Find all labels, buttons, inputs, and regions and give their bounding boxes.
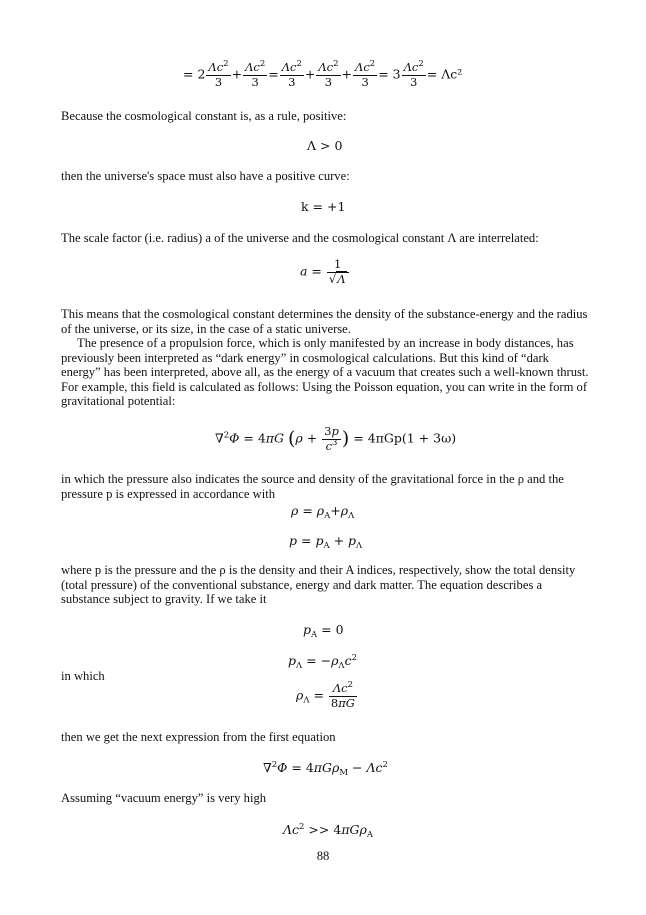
equation-rho-lambda: $\rho_\Lambda$ = $\frac{\Lambda c^2}{8\pi G}$ bbox=[296, 680, 355, 710]
equation-sum-result: = Λc² bbox=[426, 66, 463, 82]
paragraph-9: then we get the next expression from the first equation bbox=[61, 730, 336, 744]
equation-sum: = 2 $\frac{\Lambda c^2}{3}$ + $\frac{\Lambda c^2}{3}$ = $\frac{\Lambda c^2}{3}$ + $\frac{\Lambda c^2}{3}$ + $\frac{\Lambda c^2}{3}$ = 3 $\frac{\Lambda c^2}{3}$ = Λc² bbox=[183, 59, 463, 89]
equation-poisson: ∇$^2$Φ = 4πG (ρ + $\frac{3p}{c^3}$ ) = 4πGp(1 + 3ω) bbox=[215, 424, 457, 453]
equation-poisson-rhs: = 4πGp(1 + 3ω) bbox=[353, 430, 457, 446]
equation-pA-zero: $p_A = 0$ bbox=[303, 622, 344, 640]
paragraph-4: This means that the cosmological constant determines the density of the substance-energy and the radius of the universe, or its size, in the case of a static universe. bbox=[61, 307, 588, 336]
paragraph-5: The presence of a propulsion force, which is only manifested by an increase in body distances, has previously been interpreted as “dark energy” in cosmological calculations. But this kind of “dark energy” has been interpreted, above all, as the energy of a vacuum that creates such a well-known thrust. For example, this field is calculated as follows: Using the Poisson equation, you can write in the form of gravitational potential: bbox=[61, 336, 589, 409]
paragraph-1: Because the cosmological constant is, as a rule, positive: bbox=[61, 109, 347, 123]
equation-scale-factor: a = $\frac{1}{√\Lambda}$ bbox=[300, 259, 350, 285]
paragraph-10: Assuming “vacuum energy” is very high bbox=[61, 791, 267, 805]
paragraph-7: where p is the pressure and the ρ is the density and their A indices, respectively, show the total density (total pressure) of the conventional substance, energy and dark matter. The equation describes a substance subject to gravity. If we take it bbox=[61, 563, 576, 607]
equation-p-lambda: $p_\Lambda = -\rho_\Lambda c^2$ bbox=[288, 653, 357, 671]
equation-gradient: $\nabla^2\Phi = 4\pi G\rho_M - \Lambda c^2$ bbox=[263, 760, 388, 778]
paragraph-8: in which bbox=[61, 669, 105, 683]
equation-pressure: $p = p_A + p_\Lambda$ bbox=[289, 533, 363, 551]
equation-curvature: k = +1 bbox=[301, 199, 346, 214]
paragraph-2: then the universe's space must also have a positive curve: bbox=[61, 169, 350, 183]
equation-vacuum: $\Lambda c^2 >> 4\pi G\rho_A$ bbox=[283, 822, 374, 840]
paragraph-6: in which the pressure also indicates the source and density of the gravitational force in the ρ and the pressure p is expressed in accordance with bbox=[61, 472, 564, 501]
equation-lambda-positive: Λ > 0 bbox=[307, 138, 343, 153]
page-number: 88 bbox=[316, 849, 330, 863]
equation-density: $\rho = \rho_A+\rho_\Lambda$ bbox=[291, 503, 355, 521]
paragraph-3: The scale factor (i.e. radius) a of the universe and the cosmological constant Λ are interrelated: bbox=[61, 231, 539, 245]
